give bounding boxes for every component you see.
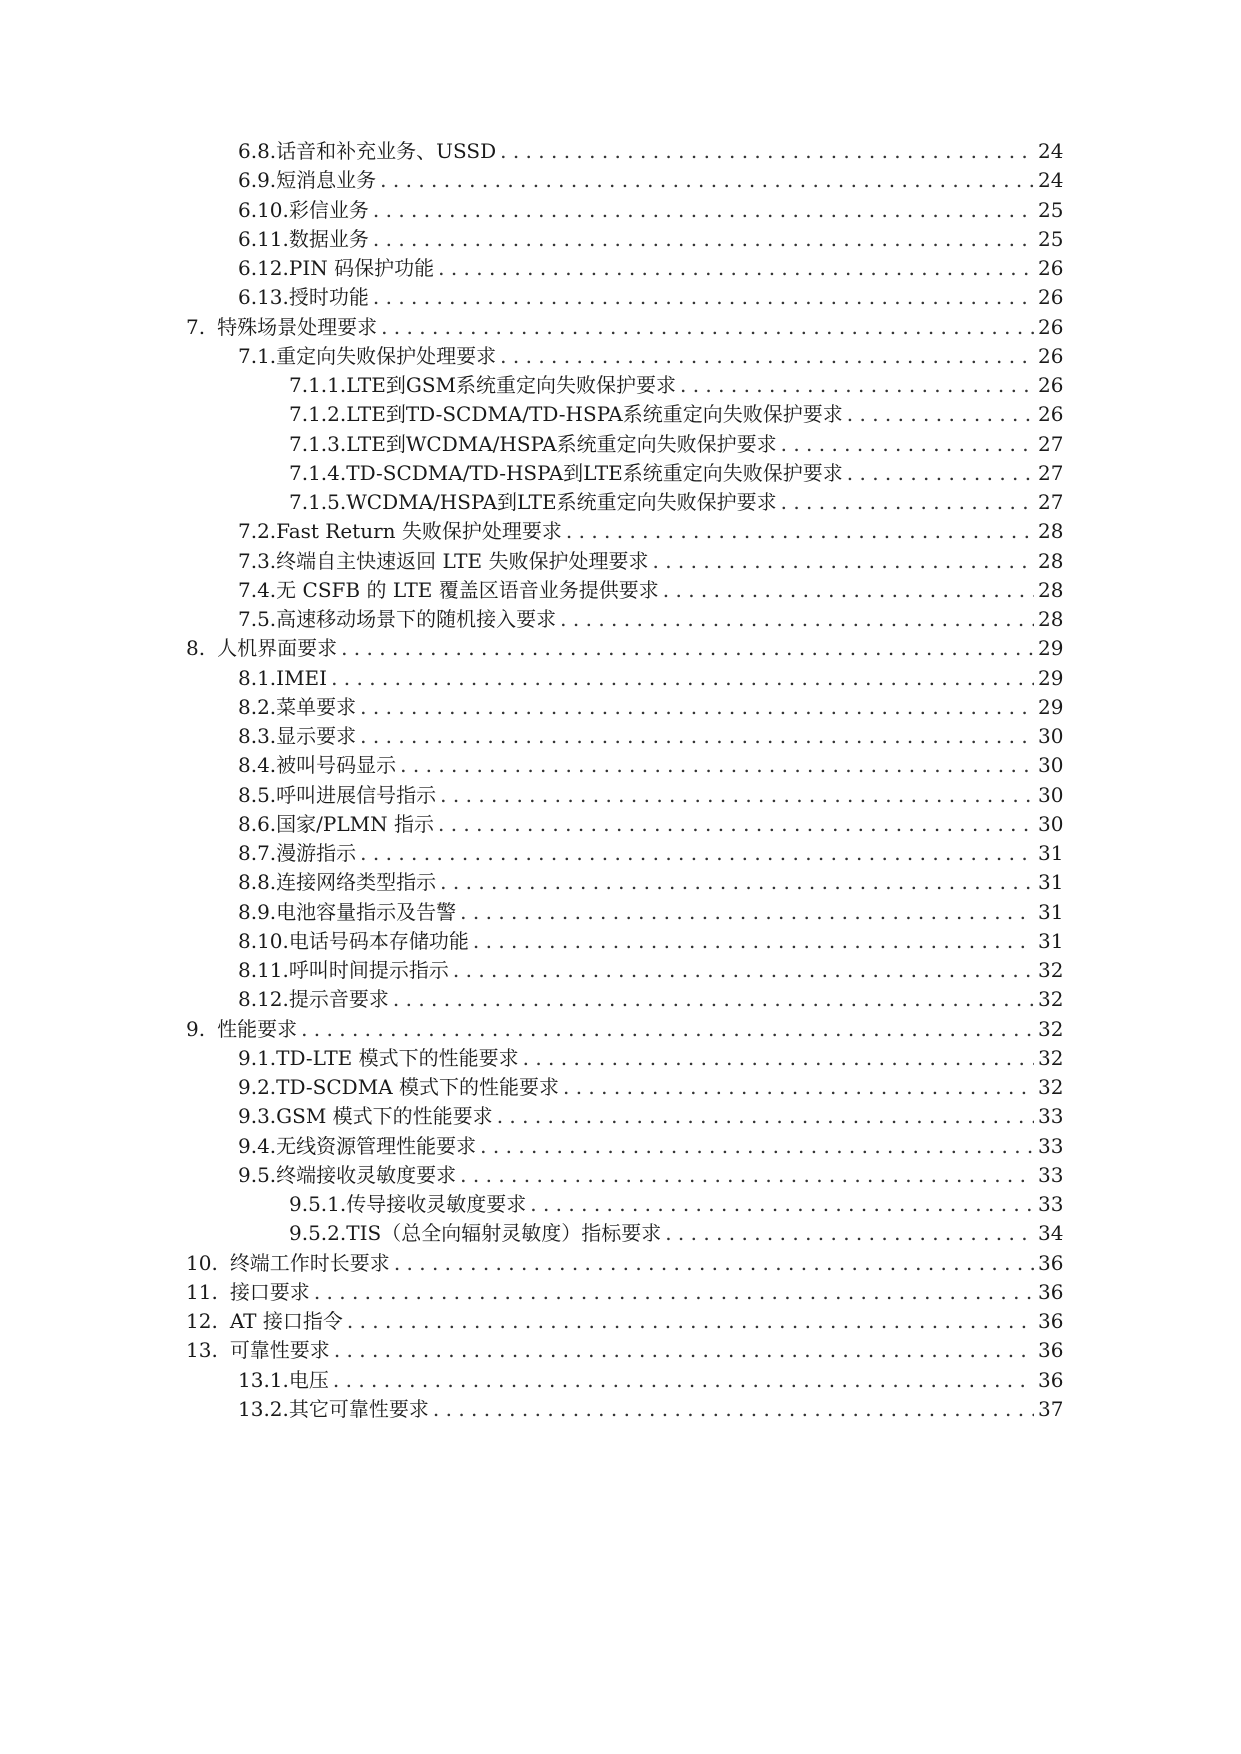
toc-entry[interactable] [238, 195, 1062, 225]
toc-entry-page-number: 32 [1038, 987, 1064, 1012]
toc-entry-page-number: 24 [1038, 139, 1064, 163]
toc-entry[interactable] [289, 1189, 1062, 1219]
toc-entry-page-number: 29 [1038, 665, 1064, 690]
toc-entry-number: 8.7. [238, 841, 277, 865]
toc-entry-page-number: 30 [1038, 811, 1064, 836]
toc-dot-leader [341, 633, 1034, 663]
toc-entry-title: 其它可靠性要求 [288, 1396, 429, 1421]
toc-entry-title: 电话号码本存储功能 [288, 928, 469, 953]
toc-dot-leader [331, 663, 1034, 693]
toc-entry-number: 8.9. [238, 899, 277, 924]
toc-entry[interactable] [289, 370, 1062, 400]
toc-entry-page-number: 30 [1038, 782, 1064, 807]
toc-dot-leader [433, 1394, 1034, 1424]
toc-dot-leader [453, 955, 1034, 985]
toc-entry-title: 被叫号码显示 [276, 753, 397, 778]
toc-entry-page-number: 27 [1038, 460, 1064, 485]
toc-entry-number: 6.12. [238, 256, 289, 280]
toc-entry[interactable] [186, 633, 1062, 663]
toc-entry-page-number: 26 [1038, 373, 1064, 397]
toc-entry-title: 性能要求 [217, 1016, 298, 1041]
toc-entry-title: 连接网络类型指示 [276, 870, 437, 895]
toc-entry-title: LTE到WCDMA/HSPA系统重定向失败保护要求 [346, 431, 777, 456]
toc-entry[interactable] [186, 1306, 1062, 1336]
toc-entry-number: 12. [186, 1309, 218, 1333]
toc-dot-leader [566, 516, 1034, 546]
toc-entry-title: 无线资源管理性能要求 [276, 1133, 477, 1158]
toc-entry[interactable] [238, 663, 1062, 693]
toc-entry-number: 7.2. [238, 519, 277, 544]
toc-entry-title: GSM 模式下的性能要求 [276, 1104, 493, 1129]
toc-entry-title: TD-LTE 模式下的性能要求 [276, 1045, 519, 1070]
toc-entry[interactable] [238, 984, 1062, 1014]
toc-dot-leader [438, 809, 1034, 839]
toc-entry-number: 13.1. [238, 1367, 289, 1392]
toc-dot-leader [333, 1365, 1034, 1395]
toc-entry-number: 6.8. [238, 139, 277, 163]
toc-entry-page-number: 30 [1038, 724, 1064, 748]
toc-entry-number: 7.1.2. [289, 402, 347, 427]
toc-dot-leader [680, 370, 1034, 400]
toc-entry[interactable] [238, 165, 1062, 195]
toc-dot-leader [301, 1014, 1034, 1044]
toc-entry-number: 8.3. [238, 724, 277, 748]
toc-entry-number: 7.5. [238, 607, 277, 631]
toc-dot-leader [523, 1043, 1034, 1073]
toc-dot-leader [473, 926, 1034, 956]
toc-entry-page-number: 36 [1038, 1250, 1064, 1275]
toc-entry-number: 8. [186, 636, 206, 661]
toc-entry-number: 7.1.3. [289, 431, 347, 456]
toc-entry-page-number: 36 [1038, 1367, 1064, 1392]
toc-entry-title: 漫游指示 [276, 841, 357, 865]
toc-dot-leader [360, 692, 1034, 722]
toc-entry-page-number: 26 [1038, 314, 1064, 339]
toc-entry[interactable] [238, 721, 1062, 751]
toc-entry[interactable] [238, 1160, 1062, 1190]
toc-entry-page-number: 26 [1038, 285, 1064, 310]
toc-entry[interactable] [238, 341, 1062, 371]
toc-entry-number: 10. [186, 1250, 218, 1275]
toc-entry[interactable] [238, 750, 1062, 780]
toc-dot-leader [781, 429, 1034, 459]
toc-entry[interactable] [186, 1277, 1062, 1307]
toc-dot-leader [663, 575, 1034, 605]
toc-entry-number: 9.1. [238, 1045, 277, 1070]
toc-entry-page-number: 26 [1038, 256, 1064, 280]
toc-entry[interactable] [238, 780, 1062, 810]
toc-entry-number: 9.3. [238, 1104, 277, 1129]
toc-dot-leader [665, 1218, 1034, 1248]
toc-dot-leader [438, 253, 1034, 283]
toc-entry-title: 话音和补充业务、USSD [276, 139, 497, 163]
toc-entry-title: 无 CSFB 的 LTE 覆盖区语音业务提供要求 [276, 577, 659, 602]
toc-entry[interactable] [186, 1014, 1062, 1044]
toc-entry[interactable] [238, 692, 1062, 722]
toc-entry-number: 6.11. [238, 226, 289, 251]
toc-dot-leader [440, 867, 1034, 897]
toc-entry-title: PIN 码保护功能 [288, 256, 435, 280]
toc-entry-page-number: 33 [1038, 1192, 1064, 1216]
toc-entry-title: WCDMA/HSPA到LTE系统重定向失败保护要求 [346, 490, 777, 514]
toc-entry-title: 人机界面要求 [217, 636, 338, 661]
toc-entry[interactable] [238, 809, 1062, 839]
toc-entry-number: 8.8. [238, 870, 277, 895]
toc-entry-page-number: 36 [1038, 1338, 1064, 1363]
toc-dot-leader [334, 1335, 1034, 1365]
toc-entry-title: TD-SCDMA/TD-HSPA到LTE系统重定向失败保护要求 [346, 460, 843, 485]
toc-entry-title: 接口要求 [229, 1279, 310, 1304]
toc-entry-number: 8.6. [238, 811, 277, 836]
toc-entry[interactable] [289, 429, 1062, 459]
toc-entry-page-number: 34 [1038, 1221, 1064, 1246]
toc-entry-title: 终端工作时长要求 [229, 1250, 390, 1275]
toc-entry-number: 9.5. [238, 1162, 277, 1187]
toc-entry-page-number: 36 [1038, 1279, 1064, 1304]
toc-entry-page-number: 31 [1038, 899, 1064, 924]
toc-entry-page-number: 32 [1038, 958, 1064, 982]
toc-dot-leader [847, 399, 1034, 429]
toc-entry-page-number: 25 [1038, 197, 1064, 222]
toc-dot-leader [440, 780, 1034, 810]
toc-entry-title: LTE到TD-SCDMA/TD-HSPA系统重定向失败保护要求 [346, 402, 843, 427]
toc-entry[interactable] [238, 1131, 1062, 1161]
toc-entry-number: 7.3. [238, 548, 277, 573]
toc-dot-leader [480, 1131, 1034, 1161]
toc-entry[interactable] [289, 1218, 1062, 1248]
toc-dot-leader [380, 165, 1034, 195]
toc-entry-number: 13. [186, 1338, 218, 1363]
toc-entry-page-number: 37 [1038, 1396, 1064, 1421]
toc-entry-number: 7.1. [238, 343, 277, 368]
toc-entry-number: 8.11. [238, 958, 289, 982]
toc-entry-title: 呼叫时间提示指示 [288, 958, 449, 982]
toc-entry-number: 9. [186, 1016, 206, 1041]
toc-entry-page-number: 25 [1038, 226, 1064, 251]
toc-dot-leader [460, 1160, 1034, 1190]
toc-entry[interactable] [238, 867, 1062, 897]
toc-entry-number: 8.12. [238, 987, 289, 1012]
toc-entry-title: 提示音要求 [288, 987, 389, 1012]
toc-dot-leader [652, 546, 1034, 576]
toc-entry[interactable] [238, 136, 1062, 166]
toc-entry-title: IMEI [276, 665, 328, 690]
toc-entry-title: 传导接收灵敏度要求 [346, 1192, 527, 1216]
toc-entry-page-number: 36 [1038, 1309, 1064, 1333]
toc-entry[interactable] [186, 1335, 1062, 1365]
toc-entry-page-number: 31 [1038, 841, 1064, 865]
toc-dot-leader [373, 282, 1034, 312]
toc-entry[interactable] [238, 224, 1062, 254]
toc-entry-title: 可靠性要求 [229, 1338, 330, 1363]
toc-entry[interactable] [238, 838, 1062, 868]
toc-entry-number: 11. [186, 1279, 218, 1304]
toc-entry-page-number: 33 [1038, 1104, 1064, 1129]
toc-dot-leader [400, 750, 1034, 780]
toc-entry-title: TIS（总全向辐射灵敏度）指标要求 [346, 1221, 662, 1246]
toc-entry-number: 8.10. [238, 928, 289, 953]
toc-entry-title: 短消息业务 [276, 168, 377, 193]
toc-entry[interactable] [186, 312, 1062, 342]
toc-dot-leader [373, 195, 1034, 225]
toc-entry-page-number: 33 [1038, 1133, 1064, 1158]
toc-entry-title: 显示要求 [276, 724, 357, 748]
toc-dot-leader [373, 224, 1034, 254]
toc-dot-leader [847, 458, 1034, 488]
toc-dot-leader [497, 1101, 1034, 1131]
toc-entry-title: 高速移动场景下的随机接入要求 [276, 607, 557, 631]
toc-dot-leader [563, 1072, 1034, 1102]
toc-entry[interactable] [238, 926, 1062, 956]
toc-entry-title: TD-SCDMA 模式下的性能要求 [276, 1075, 559, 1099]
toc-entry-number: 9.5.1. [289, 1192, 347, 1216]
toc-dot-leader [460, 897, 1034, 927]
toc-entry[interactable] [238, 1072, 1062, 1102]
toc-dot-leader [500, 341, 1034, 371]
toc-entry-title: Fast Return 失败保护处理要求 [276, 519, 562, 544]
toc-entry-page-number: 33 [1038, 1162, 1064, 1187]
toc-entry-page-number: 28 [1038, 548, 1064, 573]
toc-dot-leader [530, 1189, 1034, 1219]
toc-entry-page-number: 31 [1038, 928, 1064, 953]
toc-entry-number: 8.1. [238, 665, 277, 690]
toc-dot-leader [500, 136, 1034, 166]
toc-entry[interactable] [238, 1043, 1062, 1073]
toc-entry[interactable] [238, 1394, 1062, 1424]
toc-entry-number: 8.4. [238, 753, 277, 778]
toc-dot-leader [314, 1277, 1034, 1307]
toc-entry-title: 电压 [288, 1367, 329, 1392]
toc-entry-number: 7.1.1. [289, 373, 347, 397]
toc-entry-page-number: 31 [1038, 870, 1064, 895]
toc-entry-title: AT 接口指令 [229, 1309, 343, 1333]
toc-dot-leader [781, 487, 1034, 517]
toc-entry-title: 国家/PLMN 指示 [276, 811, 434, 836]
toc-entry-page-number: 26 [1038, 402, 1064, 427]
toc-entry-title: 终端自主快速返回 LTE 失败保护处理要求 [276, 548, 649, 573]
toc-entry-page-number: 28 [1038, 519, 1064, 544]
toc-dot-leader [360, 838, 1034, 868]
toc-entry[interactable] [238, 1101, 1062, 1131]
toc-entry[interactable] [238, 1365, 1062, 1395]
toc-entry-number: 7.1.5. [289, 490, 347, 514]
toc-entry-page-number: 28 [1038, 577, 1064, 602]
toc-entry-page-number: 30 [1038, 753, 1064, 778]
toc-entry-number: 6.9. [238, 168, 277, 193]
toc-entry[interactable] [238, 575, 1062, 605]
toc-entry-page-number: 32 [1038, 1045, 1064, 1070]
toc-entry-page-number: 32 [1038, 1075, 1064, 1099]
toc-dot-leader [360, 721, 1034, 751]
toc-entry-page-number: 32 [1038, 1016, 1064, 1041]
toc-dot-leader [393, 984, 1034, 1014]
toc-entry[interactable] [289, 399, 1062, 429]
toc-entry-number: 7.1.4. [289, 460, 347, 485]
toc-entry-title: 电池容量指示及告警 [276, 899, 457, 924]
toc-entry[interactable] [238, 282, 1062, 312]
toc-entry[interactable] [289, 487, 1062, 517]
toc-entry-title: 终端接收灵敏度要求 [276, 1162, 457, 1187]
toc-entry[interactable] [238, 516, 1062, 546]
toc-entry-page-number: 29 [1038, 636, 1064, 661]
toc-entry-number: 8.2. [238, 694, 277, 719]
toc-entry-title: 彩信业务 [288, 197, 369, 222]
toc-entry-number: 6.10. [238, 197, 289, 222]
toc-entry-page-number: 27 [1038, 431, 1064, 456]
toc-dot-leader [381, 312, 1034, 342]
toc-entry-title: 授时功能 [288, 285, 369, 310]
toc-entry-page-number: 24 [1038, 168, 1064, 193]
toc-entry-title: 重定向失败保护处理要求 [276, 343, 497, 368]
toc-entry[interactable] [238, 604, 1062, 634]
toc-entry-number: 9.4. [238, 1133, 277, 1158]
toc-entry-number: 9.2. [238, 1075, 277, 1099]
toc-entry[interactable] [238, 546, 1062, 576]
toc-dot-leader [394, 1248, 1034, 1278]
toc-entry-title: LTE到GSM系统重定向失败保护要求 [346, 373, 676, 397]
toc-entry-page-number: 28 [1038, 607, 1064, 631]
toc-dot-leader [347, 1306, 1034, 1336]
toc-entry[interactable] [238, 955, 1062, 985]
toc-entry-title: 呼叫进展信号指示 [276, 782, 437, 807]
toc-entry-number: 13.2. [238, 1396, 289, 1421]
toc-entry-page-number: 27 [1038, 490, 1064, 514]
toc-dot-leader [560, 604, 1034, 634]
toc-entry-number: 7. [186, 314, 206, 339]
toc-entry-title: 数据业务 [288, 226, 369, 251]
toc-entry-page-number: 26 [1038, 343, 1064, 368]
toc-entry-number: 8.5. [238, 782, 277, 807]
toc-entry[interactable] [186, 1248, 1062, 1278]
toc-entry-number: 7.4. [238, 577, 277, 602]
toc-entry-page-number: 29 [1038, 694, 1064, 719]
toc-entry-title: 菜单要求 [276, 694, 357, 719]
toc-entry-title: 特殊场景处理要求 [217, 314, 378, 339]
toc-entry-number: 9.5.2. [289, 1221, 347, 1246]
toc-entry[interactable] [289, 458, 1062, 488]
toc-entry-number: 6.13. [238, 285, 289, 310]
toc-entry[interactable] [238, 897, 1062, 927]
toc-entry[interactable] [238, 253, 1062, 283]
